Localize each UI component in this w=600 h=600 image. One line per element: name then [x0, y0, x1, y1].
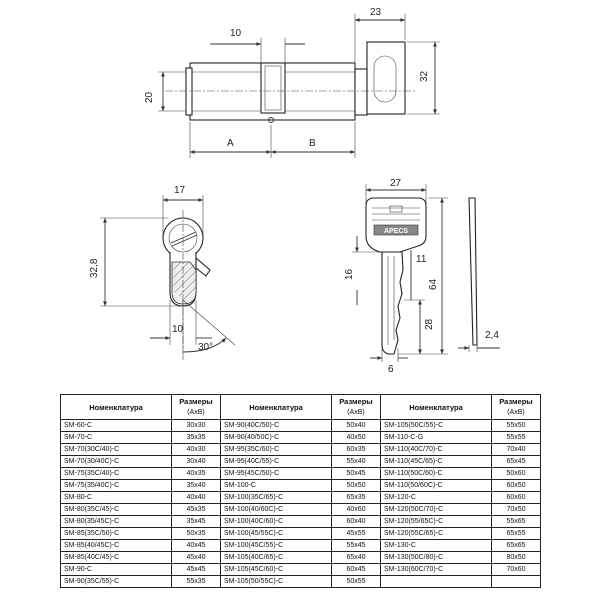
model-size-cell: 60x35 [332, 444, 381, 456]
model-name-cell: SM-90(35C/55)-C [61, 576, 172, 588]
table-row [61, 516, 541, 528]
model-name-cell: SM-60-C [61, 420, 172, 432]
table-row [61, 480, 541, 492]
model-name-cell: SM-70(30/40C)-C [61, 456, 172, 468]
model-size-cell: 45x40 [172, 552, 221, 564]
model-size-cell: 55x55 [492, 432, 541, 444]
model-size-cell: 35x45 [172, 516, 221, 528]
model-size-cell: 70x40 [492, 444, 541, 456]
model-name-cell: SM-120(55C/65)-C [381, 528, 492, 540]
table-row [61, 492, 541, 504]
model-name-cell: SM-130-C [381, 540, 492, 552]
header-size-3 [492, 395, 541, 420]
header-size-sub: (AxB) [507, 409, 525, 416]
model-size-cell: 35x40 [172, 480, 221, 492]
table-row [61, 552, 541, 564]
key-brand: APECS [383, 228, 409, 235]
model-name-cell: SM-75(35C/40)-C [61, 468, 172, 480]
header-name-3: Номенклатура [381, 395, 492, 420]
model-name-cell: SM-100(45C/55)-C [221, 540, 332, 552]
model-name-cell: SM-105(45C/60)-C [221, 564, 332, 576]
model-name-cell: SM-100(40C/60)-C [221, 516, 332, 528]
dim-cam-width: 10 [230, 28, 242, 39]
dim-label-b: B [309, 138, 316, 149]
header-size-sub: (AxB) [187, 409, 205, 416]
model-name-cell: SM-100(40/60C)-C [221, 504, 332, 516]
model-name-cell: SM-120(50C/70)-C [381, 504, 492, 516]
model-size-cell: 40x50 [332, 432, 381, 444]
model-name-cell: SM-100(35C/65)-C [221, 492, 332, 504]
table-row [61, 456, 541, 468]
model-name-cell [381, 576, 492, 588]
model-size-cell: 60x50 [492, 480, 541, 492]
model-name-cell: SM-100-C [221, 480, 332, 492]
table-row [61, 432, 541, 444]
table-row [61, 468, 541, 480]
table-row [61, 444, 541, 456]
model-name-cell: SM-85(40/45C)-C [61, 540, 172, 552]
model-name-cell: SM-75(35/40C)-C [61, 480, 172, 492]
dim-knob-length: 23 [370, 7, 382, 18]
model-name-cell: SM-130(60C/70)-C [381, 564, 492, 576]
model-size-cell: 50x60 [492, 468, 541, 480]
model-size-cell: 55x35 [172, 576, 221, 588]
model-size-cell: 45x35 [172, 504, 221, 516]
header-size-2 [332, 395, 381, 420]
dim-key-width: 27 [390, 178, 402, 189]
dim-profile-height: 32,8 [89, 258, 100, 278]
dim-knob-height: 32 [419, 70, 430, 82]
model-size-cell: 30x40 [172, 456, 221, 468]
dim-key-thickness: 2,4 [485, 330, 499, 341]
model-name-cell: SM-95(35C/60)-C [221, 444, 332, 456]
model-name-cell: SM-90(40C/50)-C [221, 420, 332, 432]
key-view [344, 178, 500, 375]
model-size-cell: 40x45 [172, 540, 221, 552]
header-name-2: Номенклатура [221, 395, 332, 420]
model-size-cell: 55x50 [492, 420, 541, 432]
model-name-cell: SM-120(55/65C)-C [381, 516, 492, 528]
model-name-cell: SM-70-C [61, 432, 172, 444]
model-name-cell: SM-120-C [381, 492, 492, 504]
table-row [61, 576, 541, 588]
model-size-cell: 50x40 [332, 420, 381, 432]
model-size-cell: 45x45 [172, 564, 221, 576]
model-size-cell: 50x50 [332, 480, 381, 492]
key-blade [382, 252, 403, 354]
model-name-cell: SM-110(50/60C)-C [381, 480, 492, 492]
model-size-cell: 55x45 [332, 540, 381, 552]
model-name-cell: SM-110(40C/70)-C [381, 444, 492, 456]
model-size-cell: 55x65 [492, 516, 541, 528]
table-row [61, 528, 541, 540]
dim-angle: 30° [198, 342, 214, 353]
dim-body-height: 20 [144, 91, 155, 103]
model-name-cell: SM-100(45/55C)-C [221, 528, 332, 540]
model-name-cell: SM-90-C [61, 564, 172, 576]
model-size-cell: 30x30 [172, 420, 221, 432]
sizes-table-wrap [60, 394, 540, 588]
dim-key-length: 64 [428, 278, 439, 290]
cylinder-profile-view [89, 185, 235, 360]
thumb-turn-knob [367, 42, 405, 114]
model-name-cell: SM-95(40C/55)-C [221, 456, 332, 468]
table-row [61, 420, 541, 432]
model-size-cell: 65x45 [492, 456, 541, 468]
dim-profile-width: 17 [174, 185, 186, 196]
model-size-cell: 65x35 [332, 492, 381, 504]
model-name-cell: SM-70(30C/40)-C [61, 444, 172, 456]
model-size-cell: 70x50 [492, 504, 541, 516]
dim-key-11: 11 [416, 254, 427, 265]
dim-key-16: 16 [344, 268, 355, 280]
dim-key-28: 28 [424, 318, 435, 330]
model-name-cell: SM-95(45C/50)-C [221, 468, 332, 480]
header-size-label: Размеры [179, 397, 213, 406]
model-size-cell: 55x40 [332, 456, 381, 468]
model-name-cell: SM-105(50/55C)-C [221, 576, 332, 588]
dim-key-6: 6 [388, 364, 394, 375]
model-name-cell: SM-105(40C/65)-C [221, 552, 332, 564]
model-size-cell: 65x40 [332, 552, 381, 564]
model-name-cell: SM-110(45C/65)-C [381, 456, 492, 468]
model-size-cell: 40x35 [172, 468, 221, 480]
model-size-cell: 45x55 [332, 528, 381, 540]
model-size-cell: 60x60 [492, 492, 541, 504]
model-size-cell: 50x45 [332, 468, 381, 480]
cylinder-top-view [144, 7, 440, 158]
header-size-sub: (AxB) [347, 409, 365, 416]
model-name-cell: SM-105(50C/55)-C [381, 420, 492, 432]
header-name-1: Номенклатура [61, 395, 172, 420]
model-size-cell: 60x45 [332, 564, 381, 576]
table-header-row [61, 395, 541, 420]
key-side-profile [469, 198, 477, 345]
model-name-cell: SM-110(50C/60)-C [381, 468, 492, 480]
header-size-label: Размеры [499, 397, 533, 406]
model-size-cell: 60x40 [332, 516, 381, 528]
model-name-cell: SM-130(50C/80)-C [381, 552, 492, 564]
model-name-cell: SM-80-C [61, 492, 172, 504]
model-size-cell [492, 576, 541, 588]
model-size-cell: 35x35 [172, 432, 221, 444]
model-name-cell: SM-90(40/50C)-C [221, 432, 332, 444]
model-size-cell: 40x60 [332, 504, 381, 516]
model-name-cell: SM-85(35C/50)-C [61, 528, 172, 540]
model-size-cell: 40x40 [172, 492, 221, 504]
model-name-cell: SM-85(40C/45)-C [61, 552, 172, 564]
model-size-cell: 65x55 [492, 528, 541, 540]
model-name-cell: SM-80(35/45C)-C [61, 516, 172, 528]
table-row [61, 564, 541, 576]
dim-stem-width: 10 [172, 324, 184, 335]
sizes-table [60, 394, 541, 588]
header-size-1 [172, 395, 221, 420]
model-size-cell: 40x30 [172, 444, 221, 456]
table-body [61, 420, 541, 588]
model-size-cell: 65x65 [492, 540, 541, 552]
model-size-cell: 50x55 [332, 576, 381, 588]
model-size-cell: 80x50 [492, 552, 541, 564]
model-name-cell: SM-110-C-G [381, 432, 492, 444]
dim-label-a: A [227, 138, 234, 149]
model-size-cell: 50x35 [172, 528, 221, 540]
header-size-label: Размеры [339, 397, 373, 406]
table-row [61, 504, 541, 516]
model-name-cell: SM-80(35C/45)-C [61, 504, 172, 516]
model-size-cell: 70x60 [492, 564, 541, 576]
cam [261, 63, 285, 113]
table-row [61, 540, 541, 552]
